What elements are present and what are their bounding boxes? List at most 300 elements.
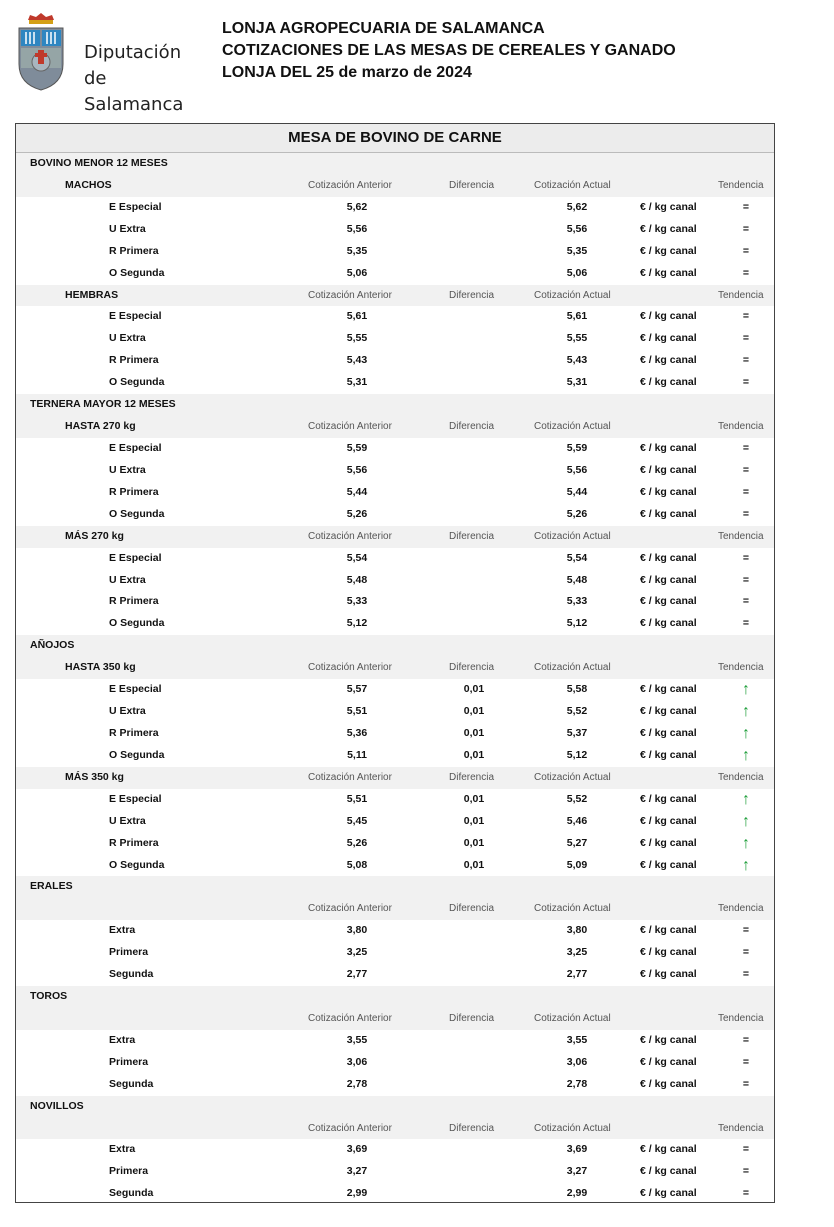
diferencia-value: [456, 1139, 492, 1161]
diferencia-value: [456, 219, 492, 241]
header-cotizacion-actual: Cotización Actual: [534, 903, 611, 915]
section-label: TOROS: [30, 990, 68, 1003]
header-cotizacion-anterior: Cotización Anterior: [308, 289, 392, 301]
header-cotizacion-anterior: Cotización Anterior: [308, 1012, 392, 1024]
group-label: MACHOS: [65, 178, 112, 191]
table-row: [16, 197, 774, 219]
category-label: O Segunda: [109, 617, 165, 630]
cotizacion-anterior-value: 5,12: [346, 617, 368, 630]
category-label: R Primera: [109, 595, 159, 608]
column-header-row: [16, 175, 774, 197]
diferencia-value: 0,01: [463, 683, 485, 696]
category-label: E Especial: [109, 683, 162, 696]
trend-equal-icon: =: [742, 310, 750, 323]
cotizacion-anterior-value: 5,31: [346, 376, 368, 389]
table-row: [16, 833, 774, 855]
cotizacion-actual-value: 3,06: [566, 1055, 588, 1068]
header-cotizacion-actual: Cotización Actual: [534, 289, 611, 301]
column-header-row: [16, 1008, 774, 1030]
cotizacion-anterior-value: 5,57: [346, 683, 368, 696]
table-row: [16, 1030, 774, 1052]
column-header-row: [16, 898, 774, 920]
cotizacion-actual-value: 5,61: [566, 310, 588, 323]
coat-of-arms-icon: [16, 12, 66, 92]
table-body: [16, 153, 774, 1203]
table-row: [16, 482, 774, 504]
header-tendencia: Tendencia: [718, 662, 764, 674]
header-tendencia: Tendencia: [718, 421, 764, 433]
unit-label: € / kg canal: [640, 1033, 697, 1046]
section-row: [16, 876, 774, 898]
category-label: E Especial: [109, 310, 162, 323]
trend-equal-icon: =: [742, 485, 750, 498]
unit-label: € / kg canal: [640, 1077, 697, 1090]
column-header-row: [16, 767, 774, 789]
diputacion-logo: [16, 12, 191, 115]
table-row: [16, 1052, 774, 1074]
diferencia-value: [456, 197, 492, 219]
table-row: [16, 548, 774, 570]
section-label: AÑOJOS: [30, 639, 75, 652]
trend-up-icon: ↑: [742, 703, 750, 721]
table-row: [16, 811, 774, 833]
unit-label: € / kg canal: [640, 968, 697, 981]
cotizacion-actual-value: 5,44: [566, 485, 588, 498]
header-diferencia: Diferencia: [449, 530, 495, 542]
cotizacion-actual-value: 3,55: [566, 1033, 588, 1046]
unit-label: € / kg canal: [640, 748, 697, 761]
cotizacion-actual-value: 3,27: [566, 1165, 588, 1178]
diferencia-value: [456, 548, 492, 570]
category-label: Primera: [109, 1165, 149, 1178]
trend-equal-icon: =: [742, 376, 750, 389]
category-label: Segunda: [109, 1187, 154, 1200]
cotizacion-anterior-value: 5,56: [346, 222, 368, 235]
table-row: [16, 723, 774, 745]
table-row: [16, 701, 774, 723]
table-row: [16, 263, 774, 285]
trend-up-icon: ↑: [742, 834, 750, 852]
category-label: O Segunda: [109, 748, 165, 761]
table-row: [16, 219, 774, 241]
section-row: [16, 1096, 774, 1118]
trend-equal-icon: =: [742, 1055, 750, 1068]
diferencia-value: 0,01: [463, 792, 485, 805]
category-label: Primera: [109, 1055, 149, 1068]
cotizacion-anterior-value: 5,62: [346, 200, 368, 213]
logo-line2: de Salamanca: [84, 68, 184, 115]
trend-equal-icon: =: [742, 617, 750, 630]
table-row: [16, 1161, 774, 1183]
header-cotizacion-anterior: Cotización Anterior: [308, 1122, 392, 1134]
trend-equal-icon: =: [742, 968, 750, 981]
table-row: [16, 613, 774, 635]
header-tendencia: Tendencia: [718, 1012, 764, 1024]
header-diferencia: Diferencia: [449, 771, 495, 783]
header-tendencia: Tendencia: [718, 530, 764, 542]
section-label: TERNERA MAYOR 12 MESES: [30, 398, 176, 411]
unit-label: € / kg canal: [640, 573, 697, 586]
section-label: NOVILLOS: [30, 1099, 84, 1112]
header-line2: COTIZACIONES DE LAS MESAS DE CEREALES Y GANADO: [222, 42, 676, 59]
diferencia-value: [456, 1052, 492, 1074]
cotizacion-anterior-value: 5,51: [346, 792, 368, 805]
cotizacion-anterior-value: 3,27: [346, 1165, 368, 1178]
header-diferencia: Diferencia: [449, 1012, 495, 1024]
header-tendencia: Tendencia: [718, 771, 764, 783]
cotizacion-actual-value: 5,37: [566, 726, 588, 739]
unit-label: € / kg canal: [640, 551, 697, 564]
category-label: O Segunda: [109, 858, 165, 871]
diferencia-value: [456, 613, 492, 635]
unit-label: € / kg canal: [640, 836, 697, 849]
table-row: [16, 241, 774, 263]
table-row: [16, 1074, 774, 1096]
unit-label: € / kg canal: [640, 595, 697, 608]
cotizacion-anterior-value: 2,99: [346, 1187, 368, 1200]
trend-up-icon: ↑: [742, 812, 750, 830]
diferencia-value: 0,01: [463, 726, 485, 739]
category-label: O Segunda: [109, 376, 165, 389]
trend-equal-icon: =: [742, 507, 750, 520]
group-label: HEMBRAS: [65, 288, 119, 301]
header-cotizacion-anterior: Cotización Anterior: [308, 530, 392, 542]
section-row: [16, 635, 774, 657]
cotizacion-actual-value: 5,62: [566, 200, 588, 213]
header-cotizacion-anterior: Cotización Anterior: [308, 421, 392, 433]
trend-equal-icon: =: [742, 1077, 750, 1090]
diferencia-value: [456, 942, 492, 964]
trend-equal-icon: =: [742, 354, 750, 367]
category-label: R Primera: [109, 354, 159, 367]
cotizacion-anterior-value: 5,26: [346, 507, 368, 520]
trend-equal-icon: =: [742, 1165, 750, 1178]
diferencia-value: [456, 964, 492, 986]
table-row: [16, 1183, 774, 1203]
category-label: O Segunda: [109, 266, 165, 279]
category-label: Extra: [109, 924, 136, 937]
cotizacion-actual-value: 5,52: [566, 705, 588, 718]
section-label: ERALES: [30, 880, 73, 893]
trend-equal-icon: =: [742, 946, 750, 959]
diferencia-value: [456, 570, 492, 592]
cotizacion-actual-value: 5,43: [566, 354, 588, 367]
unit-label: € / kg canal: [640, 485, 697, 498]
cotizacion-actual-value: 5,52: [566, 792, 588, 805]
diferencia-value: [456, 263, 492, 285]
category-label: U Extra: [109, 222, 146, 235]
cotizacion-actual-value: 3,25: [566, 946, 588, 959]
diferencia-value: 0,01: [463, 836, 485, 849]
report-header: [222, 18, 676, 84]
unit-label: € / kg canal: [640, 1055, 697, 1068]
table-title: MESA DE BOVINO DE CARNE: [16, 124, 774, 153]
section-row: [16, 986, 774, 1008]
unit-label: € / kg canal: [640, 200, 697, 213]
trend-up-icon: ↑: [742, 724, 750, 742]
table-row: [16, 306, 774, 328]
unit-label: € / kg canal: [640, 507, 697, 520]
unit-label: € / kg canal: [640, 332, 697, 345]
table-row: [16, 745, 774, 767]
header-diferencia: Diferencia: [449, 903, 495, 915]
cotizacion-actual-value: 5,27: [566, 836, 588, 849]
cotizacion-actual-value: 5,09: [566, 858, 588, 871]
diferencia-value: [456, 438, 492, 460]
unit-label: € / kg canal: [640, 463, 697, 476]
header-cotizacion-actual: Cotización Actual: [534, 1122, 611, 1134]
trend-equal-icon: =: [742, 332, 750, 345]
cotizacion-actual-value: 2,78: [566, 1077, 588, 1090]
category-label: U Extra: [109, 463, 146, 476]
cotizacion-actual-value: 5,56: [566, 222, 588, 235]
category-label: E Especial: [109, 200, 162, 213]
category-label: R Primera: [109, 836, 159, 849]
category-label: O Segunda: [109, 507, 165, 520]
trend-up-icon: ↑: [742, 746, 750, 764]
trend-equal-icon: =: [742, 1143, 750, 1156]
table-row: [16, 964, 774, 986]
cotizacion-anterior-value: 2,77: [346, 968, 368, 981]
header-cotizacion-actual: Cotización Actual: [534, 662, 611, 674]
cotizacion-actual-value: 5,55: [566, 332, 588, 345]
header-cotizacion-actual: Cotización Actual: [534, 530, 611, 542]
unit-label: € / kg canal: [640, 266, 697, 279]
unit-label: € / kg canal: [640, 683, 697, 696]
trend-equal-icon: =: [742, 463, 750, 476]
cotizacion-anterior-value: 5,59: [346, 441, 368, 454]
unit-label: € / kg canal: [640, 222, 697, 235]
cotizacion-anterior-value: 5,61: [346, 310, 368, 323]
trend-equal-icon: =: [742, 1187, 750, 1200]
header-cotizacion-actual: Cotización Actual: [534, 421, 611, 433]
diferencia-value: [456, 372, 492, 394]
column-header-row: [16, 526, 774, 548]
section-label: BOVINO MENOR 12 MESES: [30, 157, 168, 169]
diferencia-value: [456, 306, 492, 328]
header-cotizacion-anterior: Cotización Anterior: [308, 903, 392, 915]
unit-label: € / kg canal: [640, 310, 697, 323]
table-row: [16, 920, 774, 942]
cotizacion-anterior-value: 2,78: [346, 1077, 368, 1090]
header-tendencia: Tendencia: [718, 179, 764, 191]
header-line3: LONJA DEL 25 de marzo de 2024: [222, 64, 472, 81]
cotizacion-anterior-value: 3,25: [346, 946, 368, 959]
diferencia-value: 0,01: [463, 748, 485, 761]
header-cotizacion-actual: Cotización Actual: [534, 1012, 611, 1024]
unit-label: € / kg canal: [640, 376, 697, 389]
trend-equal-icon: =: [742, 551, 750, 564]
category-label: U Extra: [109, 573, 146, 586]
diferencia-value: [456, 482, 492, 504]
category-label: R Primera: [109, 244, 159, 257]
cotizacion-anterior-value: 5,26: [346, 836, 368, 849]
table-row: [16, 504, 774, 526]
cotizacion-actual-value: 5,58: [566, 683, 588, 696]
cotizacion-anterior-value: 3,80: [346, 924, 368, 937]
unit-label: € / kg canal: [640, 946, 697, 959]
unit-label: € / kg canal: [640, 617, 697, 630]
trend-up-icon: ↑: [742, 856, 750, 874]
category-label: R Primera: [109, 726, 159, 739]
trend-equal-icon: =: [742, 266, 750, 279]
category-label: E Especial: [109, 792, 162, 805]
trend-equal-icon: =: [742, 595, 750, 608]
logo-line1: Diputación: [84, 42, 182, 63]
category-label: Primera: [109, 946, 149, 959]
diferencia-value: [456, 1074, 492, 1096]
column-header-row: [16, 657, 774, 679]
cotizacion-anterior-value: 5,45: [346, 814, 368, 827]
cotizacion-actual-value: 5,59: [566, 441, 588, 454]
diferencia-value: [456, 1030, 492, 1052]
diferencia-value: [456, 328, 492, 350]
cotizacion-actual-value: 5,26: [566, 507, 588, 520]
trend-equal-icon: =: [742, 573, 750, 586]
table-row: [16, 679, 774, 701]
unit-label: € / kg canal: [640, 814, 697, 827]
diferencia-value: 0,01: [463, 858, 485, 871]
trend-equal-icon: =: [742, 244, 750, 257]
category-label: U Extra: [109, 705, 146, 718]
section-row: [16, 153, 774, 175]
price-table: [15, 123, 775, 1203]
table-row: [16, 460, 774, 482]
header-diferencia: Diferencia: [449, 179, 495, 191]
table-row: [16, 1139, 774, 1161]
header-tendencia: Tendencia: [718, 1122, 764, 1134]
header-tendencia: Tendencia: [718, 903, 764, 915]
diferencia-value: [456, 350, 492, 372]
cotizacion-anterior-value: 3,06: [346, 1055, 368, 1068]
cotizacion-anterior-value: 3,69: [346, 1143, 368, 1156]
unit-label: € / kg canal: [640, 244, 697, 257]
cotizacion-anterior-value: 5,44: [346, 485, 368, 498]
category-label: U Extra: [109, 814, 146, 827]
column-header-row: [16, 416, 774, 438]
diferencia-value: [456, 504, 492, 526]
cotizacion-actual-value: 2,99: [566, 1187, 588, 1200]
cotizacion-anterior-value: 5,35: [346, 244, 368, 257]
table-row: [16, 372, 774, 394]
category-label: E Especial: [109, 551, 162, 564]
header-diferencia: Diferencia: [449, 289, 495, 301]
cotizacion-actual-value: 5,56: [566, 463, 588, 476]
group-label: HASTA 350 kg: [65, 661, 136, 674]
unit-label: € / kg canal: [640, 354, 697, 367]
trend-equal-icon: =: [742, 441, 750, 454]
category-label: R Primera: [109, 485, 159, 498]
cotizacion-anterior-value: 5,33: [346, 595, 368, 608]
cotizacion-actual-value: 3,80: [566, 924, 588, 937]
diferencia-value: 0,01: [463, 814, 485, 827]
table-row: [16, 855, 774, 877]
cotizacion-actual-value: 5,54: [566, 551, 588, 564]
header-diferencia: Diferencia: [449, 421, 495, 433]
category-label: Extra: [109, 1143, 136, 1156]
trend-up-icon: ↑: [742, 681, 750, 699]
diferencia-value: 0,01: [463, 705, 485, 718]
category-label: Extra: [109, 1033, 136, 1046]
cotizacion-anterior-value: 5,08: [346, 858, 368, 871]
cotizacion-actual-value: 5,35: [566, 244, 588, 257]
cotizacion-actual-value: 5,06: [566, 266, 588, 279]
group-label: MÁS 350 kg: [65, 770, 124, 783]
cotizacion-anterior-value: 5,55: [346, 332, 368, 345]
section-row: [16, 394, 774, 416]
unit-label: € / kg canal: [640, 924, 697, 937]
unit-label: € / kg canal: [640, 1143, 697, 1156]
unit-label: € / kg canal: [640, 792, 697, 805]
diferencia-value: [456, 1161, 492, 1183]
header-line1: LONJA AGROPECUARIA DE SALAMANCA: [222, 20, 545, 37]
header-diferencia: Diferencia: [449, 1122, 495, 1134]
trend-equal-icon: =: [742, 200, 750, 213]
cotizacion-actual-value: 5,12: [566, 617, 588, 630]
table-row: [16, 942, 774, 964]
diferencia-value: [456, 1183, 492, 1203]
header-cotizacion-actual: Cotización Actual: [534, 771, 611, 783]
cotizacion-actual-value: 2,77: [566, 968, 588, 981]
cotizacion-actual-value: 5,46: [566, 814, 588, 827]
unit-label: € / kg canal: [640, 858, 697, 871]
header-cotizacion-anterior: Cotización Anterior: [308, 179, 392, 191]
cotizacion-anterior-value: 5,51: [346, 705, 368, 718]
cotizacion-anterior-value: 3,55: [346, 1033, 368, 1046]
cotizacion-actual-value: 5,48: [566, 573, 588, 586]
cotizacion-actual-value: 5,31: [566, 376, 588, 389]
cotizacion-anterior-value: 5,48: [346, 573, 368, 586]
category-label: E Especial: [109, 441, 162, 454]
trend-equal-icon: =: [742, 222, 750, 235]
cotizacion-anterior-value: 5,56: [346, 463, 368, 476]
cotizacion-actual-value: 3,69: [566, 1143, 588, 1156]
table-row: [16, 328, 774, 350]
table-row: [16, 570, 774, 592]
cotizacion-anterior-value: 5,36: [346, 726, 368, 739]
diferencia-value: [456, 591, 492, 613]
group-label: HASTA 270 kg: [65, 420, 136, 433]
header-cotizacion-anterior: Cotización Anterior: [308, 771, 392, 783]
unit-label: € / kg canal: [640, 1165, 697, 1178]
cotizacion-actual-value: 5,33: [566, 595, 588, 608]
group-label: MÁS 270 kg: [65, 529, 124, 542]
trend-equal-icon: =: [742, 1033, 750, 1046]
column-header-row: [16, 1118, 774, 1140]
header-diferencia: Diferencia: [449, 662, 495, 674]
header-tendencia: Tendencia: [718, 289, 764, 301]
category-label: Segunda: [109, 968, 154, 981]
diferencia-value: [456, 920, 492, 942]
unit-label: € / kg canal: [640, 705, 697, 718]
category-label: Segunda: [109, 1077, 154, 1090]
trend-equal-icon: =: [742, 924, 750, 937]
table-row: [16, 591, 774, 613]
cotizacion-actual-value: 5,12: [566, 748, 588, 761]
category-label: U Extra: [109, 332, 146, 345]
column-header-row: [16, 285, 774, 307]
unit-label: € / kg canal: [640, 441, 697, 454]
unit-label: € / kg canal: [640, 726, 697, 739]
table-row: [16, 350, 774, 372]
header-cotizacion-anterior: Cotización Anterior: [308, 662, 392, 674]
table-row: [16, 438, 774, 460]
cotizacion-anterior-value: 5,11: [347, 748, 367, 761]
trend-up-icon: ↑: [742, 790, 750, 808]
table-row: [16, 789, 774, 811]
unit-label: € / kg canal: [640, 1187, 697, 1200]
diferencia-value: [456, 241, 492, 263]
